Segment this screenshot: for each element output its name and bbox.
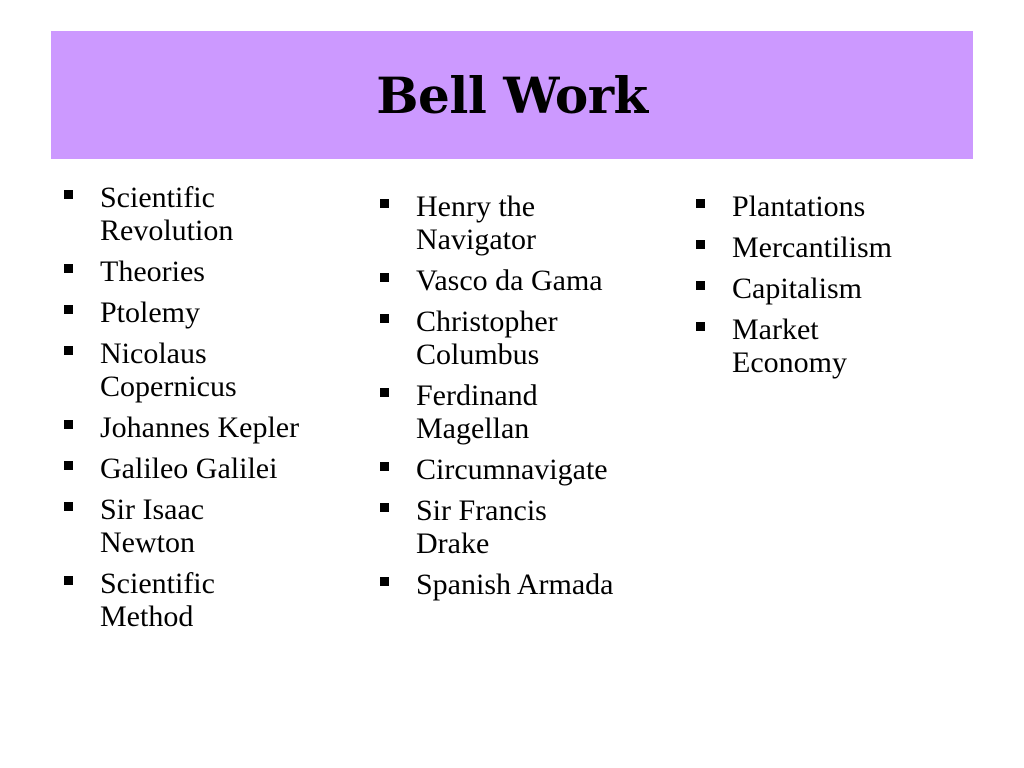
bullet-text-line: Plantations — [732, 190, 866, 223]
bullet-item — [376, 494, 676, 560]
bullet-text-line: Sir Isaac — [100, 493, 205, 526]
bullet-list — [60, 181, 360, 633]
bullet-item — [376, 190, 676, 256]
bullet-item — [376, 568, 676, 601]
bullet-text-line: Magellan — [416, 412, 530, 445]
bullet-item — [60, 337, 360, 403]
bullet-item — [692, 272, 992, 305]
title-band — [51, 31, 973, 159]
bullet-item — [60, 181, 360, 247]
bullet-item — [60, 452, 360, 485]
bullet-text-line: Navigator — [416, 223, 536, 256]
bullet-text-line: Christopher — [416, 305, 558, 338]
bullet-item — [692, 313, 992, 379]
bullet-text-line: Galileo Galilei — [100, 452, 278, 485]
bullet-column-3 — [692, 190, 992, 387]
square-bullet-icon — [64, 576, 73, 585]
square-bullet-icon — [696, 322, 705, 331]
bullet-item — [376, 453, 676, 486]
bullet-text-line: Drake — [416, 527, 490, 560]
bullet-list — [692, 190, 992, 379]
square-bullet-icon — [380, 199, 389, 208]
bullet-text-line: Circumnavigate — [416, 453, 608, 486]
square-bullet-icon — [696, 240, 705, 249]
slide-title: Bell Work — [376, 65, 648, 125]
bullet-item — [376, 264, 676, 297]
bullet-text-line: Capitalism — [732, 272, 862, 305]
square-bullet-icon — [380, 503, 389, 512]
bullet-item — [60, 255, 360, 288]
square-bullet-icon — [64, 346, 73, 355]
square-bullet-icon — [380, 314, 389, 323]
square-bullet-icon — [64, 190, 73, 199]
square-bullet-icon — [380, 577, 389, 586]
bullet-text-line: Market — [732, 313, 819, 346]
bullet-text-line: Method — [100, 600, 194, 633]
bullet-text-line: Columbus — [416, 338, 540, 371]
bullet-text-line: Economy — [732, 346, 847, 379]
bullet-item — [60, 411, 360, 444]
bullet-item — [60, 296, 360, 329]
bullet-text-line: Mercantilism — [732, 231, 892, 264]
square-bullet-icon — [64, 305, 73, 314]
bullet-text-line: Johannes Kepler — [100, 411, 300, 444]
bullet-item — [376, 379, 676, 445]
bullet-text-line: Revolution — [100, 214, 234, 247]
square-bullet-icon — [64, 502, 73, 511]
square-bullet-icon — [64, 461, 73, 470]
bullet-text-line: Ferdinand — [416, 379, 538, 412]
bullet-text-line: Vasco da Gama — [416, 264, 603, 297]
square-bullet-icon — [64, 264, 73, 273]
bullet-text-line: Nicolaus — [100, 337, 207, 370]
square-bullet-icon — [64, 420, 73, 429]
bullet-column-2 — [376, 190, 676, 609]
bullet-item — [376, 305, 676, 371]
bullet-text-line: Copernicus — [100, 370, 237, 403]
bullet-item — [60, 493, 360, 559]
bullet-text-line: Henry the — [416, 190, 536, 223]
bullet-column-1 — [60, 181, 360, 641]
bullet-item — [60, 567, 360, 633]
bullet-item — [692, 231, 992, 264]
bullet-text-line: Scientific — [100, 181, 215, 214]
bullet-text-line: Newton — [100, 526, 195, 559]
square-bullet-icon — [380, 388, 389, 397]
bullet-list — [376, 190, 676, 601]
square-bullet-icon — [380, 462, 389, 471]
square-bullet-icon — [696, 199, 705, 208]
bullet-text-line: Theories — [100, 255, 205, 288]
bullet-text-line: Spanish Armada — [416, 568, 614, 601]
square-bullet-icon — [696, 281, 705, 290]
bullet-text-line: Scientific — [100, 567, 215, 600]
bullet-text-line: Ptolemy — [100, 296, 201, 329]
bullet-text-line: Sir Francis — [416, 494, 547, 527]
bullet-item — [692, 190, 992, 223]
square-bullet-icon — [380, 273, 389, 282]
